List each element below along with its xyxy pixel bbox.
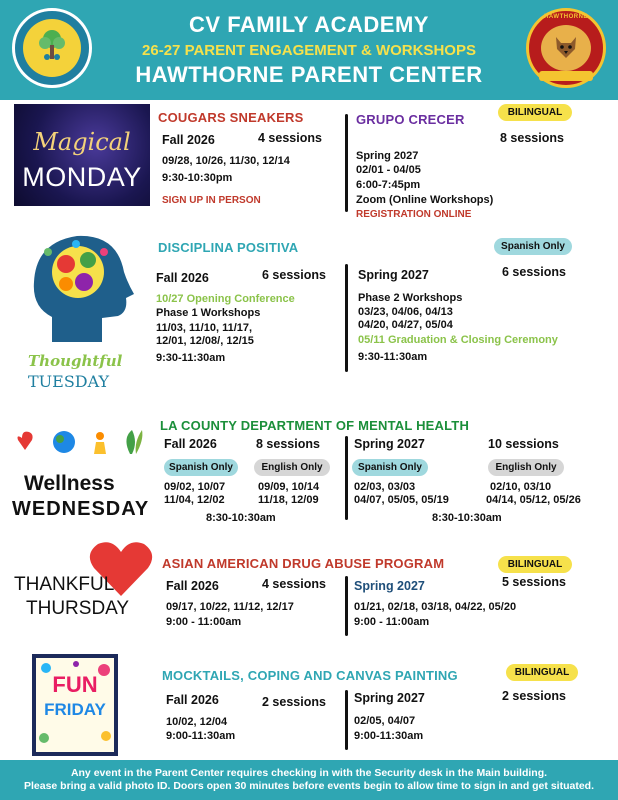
monday-spring-sessions: 8 sessions	[500, 131, 564, 145]
monday-registration: REGISTRATION ONLINE	[356, 209, 472, 220]
academy-title: CV FAMILY ACADEMY	[189, 12, 429, 37]
english-only-badge: English Only	[254, 459, 330, 476]
monday-fall-dates: 09/28, 10/26, 11/30, 12/14	[162, 155, 290, 167]
monday-fall-sessions: 4 sessions	[258, 131, 322, 145]
wellness-wednesday-image	[12, 424, 152, 534]
thursday-spring-dates: 01/21, 02/18, 03/18, 04/22, 05/20	[354, 601, 517, 613]
monday-spring-term: Spring 2027	[356, 150, 419, 162]
thursday-spring-sessions: 5 sessions	[502, 575, 566, 589]
thursday-fall-time: 9:00 - 11:00am	[166, 616, 242, 628]
magical-monday-image	[14, 104, 150, 206]
disciplina-positiva-title: DISCIPLINA POSITIVA	[158, 240, 299, 255]
section-divider	[345, 114, 348, 212]
mocktails-title: MOCKTAILS, COPING AND CANVAS PAINTING	[162, 668, 458, 683]
friday-text: FRIDAY	[44, 700, 106, 719]
tuesday-fall-time: 9:30-11:30am	[156, 352, 226, 364]
la-county-dmh-title: LA COUNTY DEPARTMENT OF MENTAL HEALTH	[160, 418, 470, 433]
header-banner	[0, 0, 618, 100]
friday-spring-time: 9:00-11:30am	[354, 730, 424, 742]
monday-signup: SIGN UP IN PERSON	[162, 195, 261, 206]
thursday-fall-term: Fall 2026	[166, 579, 219, 593]
wednesday-spring-english-dates-1: 02/10, 03/10	[490, 481, 552, 493]
tuesday-fall-dates-1: 11/03, 11/10, 11/17,	[156, 322, 253, 334]
wednesday-spring-time: 8:30-10:30am	[432, 512, 502, 524]
friday-fall-term: Fall 2026	[166, 693, 219, 707]
thoughtful-text: Thoughtful	[28, 352, 123, 370]
footer-notice	[0, 760, 618, 800]
friday-fall-time: 9:00-11:30am	[166, 730, 236, 742]
fun-text: FUN	[52, 672, 98, 697]
thursday-spring-term: Spring 2027	[354, 579, 425, 593]
tuesday-opening-conference: 10/27 Opening Conference	[156, 293, 295, 305]
head-lightbulb-icon	[22, 222, 142, 352]
thursday-fall-dates: 09/17, 10/22, 11/12, 12/17	[166, 601, 294, 613]
tuesday-fall-sessions: 6 sessions	[262, 268, 326, 282]
friday-spring-dates: 02/05, 04/07	[354, 715, 416, 727]
monday-fall-term: Fall 2026	[162, 133, 215, 147]
section-divider	[345, 576, 348, 636]
tuesday-graduation: 05/11 Graduation & Closing Ceremony	[358, 334, 558, 346]
tuesday-phase2: Phase 2 Workshops	[358, 292, 463, 304]
friday-fall-sessions: 2 sessions	[262, 695, 326, 709]
thursday-spring-time: 9:00 - 11:00am	[354, 616, 430, 628]
parent-center-title: HAWTHORNE PARENT CENTER	[135, 62, 483, 87]
fun-friday-image	[32, 654, 118, 756]
aadap-title: ASIAN AMERICAN DRUG ABUSE PROGRAM	[162, 556, 445, 571]
tuesday-spring-sessions: 6 sessions	[502, 265, 566, 279]
thursday-text: THURSDAY	[26, 598, 130, 619]
wednesday-spring-sessions: 10 sessions	[488, 437, 559, 451]
monday-spring-dates: 02/01 - 04/05	[356, 164, 421, 176]
english-only-badge: English Only	[488, 459, 564, 476]
section-divider	[345, 264, 348, 372]
wednesday-spring-spanish-dates-1: 02/03, 03/03	[354, 481, 416, 493]
wednesday-fall-sessions: 8 sessions	[256, 437, 320, 451]
cougar-icon	[551, 31, 581, 61]
grupo-crecer-title: GRUPO CRECER	[356, 112, 465, 127]
bilingual-badge: BILINGUAL	[498, 104, 572, 121]
section-divider	[345, 436, 348, 520]
wednesday-fall-english-dates-1: 09/09, 10/14	[258, 481, 320, 493]
wednesday-text: WEDNESDAY	[12, 498, 150, 520]
monday-spring-mode: Zoom (Online Workshops)	[356, 194, 494, 206]
spanish-only-badge: Spanish Only	[494, 238, 572, 255]
bilingual-badge: BILINGUAL	[498, 556, 572, 573]
friday-spring-sessions: 2 sessions	[502, 689, 566, 703]
monday-text: MONDAY	[22, 162, 142, 192]
section-divider	[345, 690, 348, 750]
wellness-text: Wellness	[24, 472, 115, 495]
tuesday-fall-dates-2: 12/01, 12/08/, 12/15	[156, 335, 254, 347]
spanish-only-badge: Spanish Only	[352, 459, 428, 476]
magical-text: Magical	[33, 128, 131, 156]
program-subtitle: 26-27 PARENT ENGAGEMENT & WORKSHOPS	[142, 42, 476, 59]
hawthorne-logo-text: HAWTHORNE	[544, 14, 588, 20]
friday-spring-term: Spring 2027	[354, 691, 425, 705]
tuesday-fall-term: Fall 2026	[156, 271, 209, 285]
monday-fall-time: 9:30-10:30pm	[162, 172, 233, 184]
tuesday-spring-dates-2: 04/20, 04/27, 05/04	[358, 319, 453, 331]
friday-fall-dates: 10/02, 12/04	[166, 716, 228, 728]
wednesday-fall-english-dates-2: 11/18, 12/09	[258, 494, 319, 506]
wednesday-spring-term: Spring 2027	[354, 437, 425, 451]
thankful-text: THANKFUL	[14, 574, 115, 595]
monday-spring-time: 6:00-7:45pm	[356, 179, 421, 191]
wednesday-spring-english-dates-2: 04/14, 05/12, 05/26	[486, 494, 581, 506]
tuesday-text: TUESDAY	[28, 372, 110, 391]
thoughtful-tuesday-image	[22, 222, 142, 392]
spanish-only-badge: Spanish Only	[164, 459, 238, 476]
footer-line-1: Any event in the Parent Center requires checking in with the Security desk in the Main building.	[70, 767, 548, 779]
hawthorne-cougars-logo	[526, 8, 606, 88]
wednesday-fall-term: Fall 2026	[164, 437, 217, 451]
bilingual-badge: BILINGUAL	[506, 664, 578, 681]
wednesday-fall-time: 8:30-10:30am	[206, 512, 276, 524]
wednesday-fall-spanish-dates-1: 09/02, 10/07	[164, 481, 226, 493]
thankful-thursday-image	[12, 540, 162, 630]
footer-line-2: Please bring a valid photo ID. Doors open 30 minutes before events begin to allow time to sign in and get situated.	[23, 780, 594, 792]
cougars-sneakers-title: COUGARS SNEAKERS	[158, 110, 304, 125]
thursday-fall-sessions: 4 sessions	[262, 577, 326, 591]
tuesday-spring-term: Spring 2027	[358, 268, 429, 282]
tuesday-phase1: Phase 1 Workshops	[156, 307, 261, 319]
wellness-icons	[12, 424, 152, 464]
tuesday-spring-dates-1: 03/23, 04/06, 04/13	[358, 306, 453, 318]
tuesday-spring-time: 9:30-11:30am	[358, 351, 428, 363]
wednesday-spring-spanish-dates-2: 04/07, 05/05, 05/19	[354, 494, 449, 506]
wednesday-fall-spanish-dates-2: 11/04, 12/02	[164, 494, 225, 506]
